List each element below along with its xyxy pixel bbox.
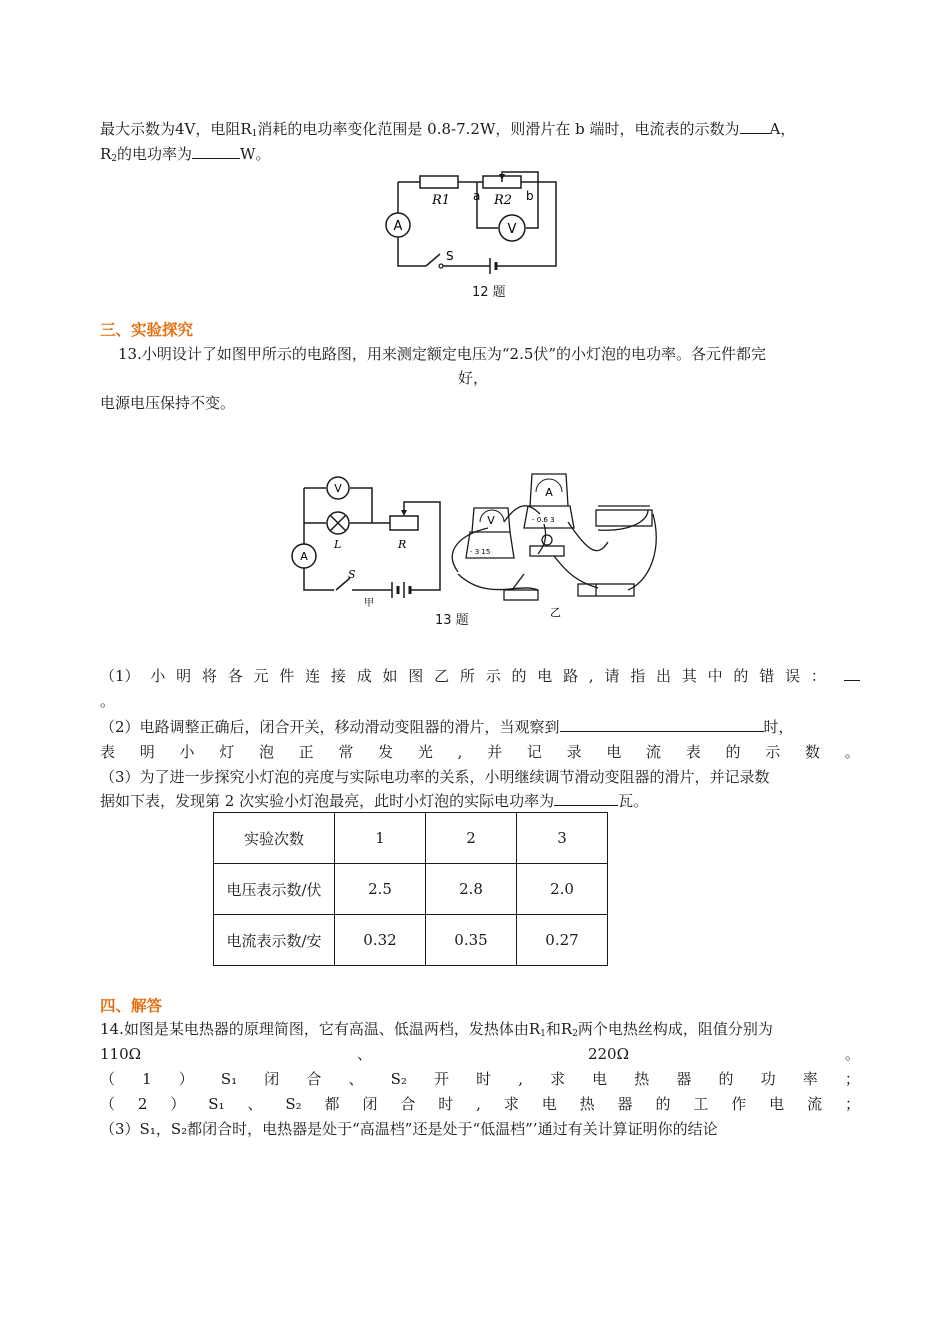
- q14-part-3: （3）S₁，S₂都闭合时，电热器是处于“高温档”还是处于“低温档”’通过有关计算证明你的结论: [100, 1120, 718, 1138]
- q13-part-1-token: 小: [150, 667, 166, 685]
- q13-part-1-token: 误: [785, 667, 801, 685]
- q13-part-3b: [100, 790, 648, 812]
- q13-schematic-jia: [292, 478, 442, 609]
- section-4-title: 四、解答: [100, 997, 163, 1015]
- q14-part-1-token: 器: [676, 1070, 692, 1088]
- switch-label: S: [446, 249, 454, 263]
- q14-part-2-token: 热: [579, 1095, 595, 1113]
- q13-part-1-end: 。: [100, 692, 116, 710]
- q13-part-2b-token: 表: [685, 743, 701, 761]
- q14-line-2-token: 。: [844, 1045, 860, 1063]
- table-cell: 2.5: [335, 864, 426, 915]
- q14-part-2-token: 合: [400, 1095, 416, 1113]
- q13-part-2a-end: 时，: [763, 718, 794, 736]
- r2-label: R2: [494, 193, 513, 208]
- q12-text-c: A，: [769, 120, 796, 138]
- table-row: [214, 864, 608, 915]
- q14-part-1-token: 的: [718, 1070, 734, 1088]
- wire-yi-8: [554, 556, 598, 588]
- q14-text-a: 14.如图是某电热器的原理简图，它有高温、低温两档，发热体由R: [100, 1020, 541, 1038]
- q13-part-1-token: 的: [511, 667, 527, 685]
- q13-part-1-token: 电: [537, 667, 553, 685]
- q14-part-1-token: 热: [634, 1070, 650, 1088]
- q13-blank-observe[interactable]: [560, 716, 764, 732]
- q13-part-1-token: 接: [330, 667, 346, 685]
- q13-line-3: 电源电压保持不变。: [100, 394, 236, 412]
- a-label-yi: A: [545, 486, 553, 499]
- q14-part-1-token: 闭: [264, 1070, 280, 1088]
- q12-blank-current[interactable]: [740, 118, 770, 134]
- q14-part-1-token: 开: [433, 1070, 449, 1088]
- q13-part-2b-token: ,: [457, 743, 463, 761]
- q13-part-2b-token: 泡: [258, 743, 274, 761]
- table-cell: 2.8: [426, 864, 517, 915]
- voltmeter-label: V: [507, 222, 517, 237]
- q12-text-a: 最大示数为4V，电阻R: [100, 120, 252, 138]
- table-header-cell: 3: [517, 813, 608, 864]
- q13-part-2b-token: 示: [765, 743, 781, 761]
- q13-line-1: 13.小明设计了如图甲所示的电路图，用来测定额定电压为“2.5伏”的小灯泡的电功率。各元件都完: [118, 345, 767, 363]
- q13-part-1-token: 各: [227, 667, 243, 685]
- q13-part-1-token: ,: [588, 667, 594, 685]
- q14-part-2-token: ）: [170, 1095, 186, 1113]
- q14-part-2-token: 求: [503, 1095, 519, 1113]
- q13-part-1-token: 连: [305, 667, 321, 685]
- wire-yi-5: [598, 510, 648, 530]
- q12-text-f: W。: [240, 145, 271, 163]
- table-cell: 电流表示数/安: [214, 915, 335, 966]
- rheostat-yi: [596, 510, 652, 526]
- q12-caption: 12 题: [472, 285, 506, 300]
- table-cell: 0.32: [335, 915, 426, 966]
- r1-label: R1: [432, 193, 451, 208]
- q13-part-1-token: 示: [485, 667, 501, 685]
- q13-part-3a: （3）为了进一步探究小灯泡的亮度与实际电功率的关系，小明继续调节滑动变阻器的滑片，并记录数: [100, 768, 770, 786]
- switch-base-yi: [504, 590, 538, 600]
- q13-part-1-token: 如: [382, 667, 398, 685]
- q14-part-1-token: 1: [142, 1070, 152, 1088]
- q12-blank-power[interactable]: [192, 143, 240, 159]
- q14-part-2: [100, 1093, 860, 1115]
- q13-part-2b-token: 记: [526, 743, 542, 761]
- q13-data-table: [213, 812, 608, 966]
- q13-part-2b-token: 录: [566, 743, 582, 761]
- q13-part-1-token: 图: [408, 667, 424, 685]
- v-label-jia: V: [334, 482, 342, 495]
- q14-part-2-token: ,: [476, 1095, 481, 1113]
- q13-caption: 13 题: [435, 613, 469, 628]
- table-header-cell: 2: [426, 813, 517, 864]
- v-label-yi: V: [487, 514, 495, 527]
- rheostat-body: [390, 516, 418, 530]
- q14-part-2-token: ；: [844, 1095, 860, 1113]
- q14-part-2-token: 器: [617, 1095, 633, 1113]
- q13-physical-circuit-yi: [448, 462, 663, 619]
- q13-part-2b-token: 流: [646, 743, 662, 761]
- ammeter-label: A: [393, 219, 403, 234]
- q13-part-1-token: 指: [630, 667, 646, 685]
- q12-text-d: R: [100, 145, 112, 163]
- q14-part-1-token: 求: [550, 1070, 566, 1088]
- q13-part-1-token: 路: [563, 667, 579, 685]
- resistor-r1: [420, 176, 458, 188]
- q13-part-1-token: 其: [681, 667, 697, 685]
- l-label: L: [334, 538, 342, 551]
- table-header-cell: 1: [335, 813, 426, 864]
- q13-part-1-token: （1）: [100, 667, 140, 685]
- q13-part-1-token: 请: [604, 667, 620, 685]
- voltmeter-scale: - 3 15: [470, 548, 491, 556]
- table-row: [214, 915, 608, 966]
- q12-sub-2: 2: [111, 154, 118, 164]
- q14-part-1-token: 合: [306, 1070, 322, 1088]
- q14-part-1-token: 率: [802, 1070, 818, 1088]
- q14-part-1-token: （: [100, 1070, 116, 1088]
- q13-part-1-token: 中: [707, 667, 723, 685]
- q14-part-2-token: 流: [807, 1095, 823, 1113]
- q14-part-2-token: 都: [324, 1095, 340, 1113]
- section-3-title: 三、实验探究: [100, 321, 194, 339]
- wire-yi-4: [458, 574, 538, 590]
- q14-part-2-token: （: [100, 1095, 116, 1113]
- q12-text-e: 的电功率为: [117, 145, 193, 163]
- q14-part-2-token: 闭: [362, 1095, 378, 1113]
- q13-part-2b-token: 灯: [219, 743, 235, 761]
- q14-part-1: [100, 1068, 860, 1090]
- q14-part-1-token: S₂: [390, 1070, 407, 1088]
- table-header-cell: 实验次数: [214, 813, 335, 864]
- q13-part-2b-token: 电: [606, 743, 622, 761]
- q14-part-2-token: S₁: [208, 1095, 225, 1113]
- q13-part-2a-text: （2）电路调整正确后，闭合开关，移动滑动变阻器的滑片，当观察到: [100, 718, 560, 736]
- q14-part-1-token: 、: [348, 1070, 364, 1088]
- table-cell: 0.27: [517, 915, 608, 966]
- lamp-bulb: [542, 535, 552, 545]
- wire-left-lower: [304, 568, 334, 590]
- q14-part-1-token: 时: [476, 1070, 492, 1088]
- yi-label: 乙: [550, 606, 561, 619]
- q13-part-1-token: 出: [656, 667, 672, 685]
- q12-sub-1: 1: [251, 129, 258, 139]
- r-label: R: [398, 538, 407, 551]
- switch-blade: [426, 254, 440, 266]
- q13-part-1-token: 元: [253, 667, 269, 685]
- q13-part-2b-token: 并: [487, 743, 503, 761]
- q13-part-3b-text: 据如下表，发现第 2 次实验小灯泡最亮，此时小灯泡的实际电功率为: [100, 792, 555, 810]
- terminal-b-label: b: [526, 189, 534, 203]
- s-label: S: [348, 568, 356, 581]
- q13-part-2b-token: 小: [179, 743, 195, 761]
- table-cell: 电压表示数/伏: [214, 864, 335, 915]
- q14-line-2: [100, 1043, 860, 1065]
- ammeter-scale: - 0.6 3: [532, 516, 555, 524]
- lamp-base: [530, 546, 564, 556]
- q14-text-c: 两个电热丝构成，阻值分别为: [577, 1020, 773, 1038]
- q14-part-2-token: 、: [247, 1095, 263, 1113]
- slider-arrow: [499, 174, 505, 180]
- wire-left-bottom: [398, 237, 426, 266]
- q14-part-1-token: ,: [518, 1070, 523, 1088]
- q13-part-2b-token: 表: [100, 743, 116, 761]
- q13-part-1: [100, 665, 860, 687]
- q13-part-1-token: ：: [810, 667, 826, 685]
- q13-line-2: 好，: [458, 369, 489, 387]
- q14-sub-1: 1: [540, 1029, 546, 1039]
- q13-part-1-text: [100, 665, 826, 687]
- q13-part-3b-end: 瓦。: [618, 792, 649, 810]
- q14-line-2-token: 220Ω: [587, 1045, 630, 1063]
- q13-part-1-token: 所: [459, 667, 475, 685]
- q13-part-2b-token: 光: [417, 743, 433, 761]
- battery-holder: [578, 584, 634, 596]
- table-cell: 2.0: [517, 864, 608, 915]
- q13-part-2b-token: 明: [139, 743, 155, 761]
- q14-part-2-token: 电: [541, 1095, 557, 1113]
- q14-part-2-token: 2: [137, 1095, 148, 1113]
- table-cell: 0.35: [426, 915, 517, 966]
- q13-part-2b-token: 的: [725, 743, 741, 761]
- slider-wire: [502, 172, 538, 182]
- q14-part-2-token: 时: [438, 1095, 454, 1113]
- table-header-row: [214, 813, 608, 864]
- q13-part-2b-token: 发: [378, 743, 394, 761]
- q13-part-1-token: 将: [201, 667, 217, 685]
- terminal-a-label: a: [473, 189, 481, 203]
- q14-line-2-token: 、: [357, 1045, 373, 1063]
- wire-v-right: [350, 488, 372, 523]
- q13-blank-error[interactable]: [844, 665, 860, 681]
- q13-part-1-token: 错: [759, 667, 775, 685]
- q13-part-2b-token: 正: [298, 743, 314, 761]
- q14-part-2-token: 的: [655, 1095, 671, 1113]
- q13-part-1-token: 明: [176, 667, 192, 685]
- q14-part-1-token: ；: [844, 1070, 860, 1088]
- q12-text-b: 消耗的电功率变化范围是 0.8-7.2W，则滑片在 b 端时，电流表的示数为: [257, 120, 740, 138]
- q13-part-2b: [100, 741, 860, 763]
- q14-part-1-token: S₁: [220, 1070, 238, 1088]
- q14-part-1-token: ）: [178, 1070, 194, 1088]
- rheostat-arrow: [401, 510, 407, 516]
- q13-part-2b-token: 常: [338, 743, 354, 761]
- q13-part-2a: [100, 716, 794, 738]
- wire-rheostat-right: [404, 502, 440, 590]
- q12-line-1: [100, 118, 795, 145]
- q12-line-2: [100, 143, 270, 170]
- q13-part-2b-token: 。: [844, 743, 860, 761]
- q14-part-2-token: 作: [731, 1095, 747, 1113]
- q13-part-2b-token: 数: [804, 743, 820, 761]
- q14-part-1-token: 功: [760, 1070, 776, 1088]
- a-label-jia: A: [300, 550, 308, 563]
- q13-blank-power[interactable]: [554, 790, 618, 806]
- q13-part-1-token: 乙: [434, 667, 450, 685]
- q14-line-1: [100, 1018, 773, 1045]
- switch-contact: [439, 264, 443, 268]
- q13-part-1-token: 件: [279, 667, 295, 685]
- jia-label: 甲: [364, 598, 374, 609]
- q14-line-2-token: 110Ω: [100, 1045, 142, 1063]
- q13-part-1-token: 的: [733, 667, 749, 685]
- q14-text-b: 和R: [545, 1020, 573, 1038]
- q14-sub-2: 2: [572, 1029, 578, 1039]
- q12-circuit-diagram: [380, 170, 560, 270]
- q13-part-1-token: 成: [356, 667, 372, 685]
- q14-part-2-token: 电: [769, 1095, 785, 1113]
- q14-part-2-token: 工: [693, 1095, 709, 1113]
- q14-part-1-token: 电: [592, 1070, 608, 1088]
- q14-part-2-token: S₂: [285, 1095, 302, 1113]
